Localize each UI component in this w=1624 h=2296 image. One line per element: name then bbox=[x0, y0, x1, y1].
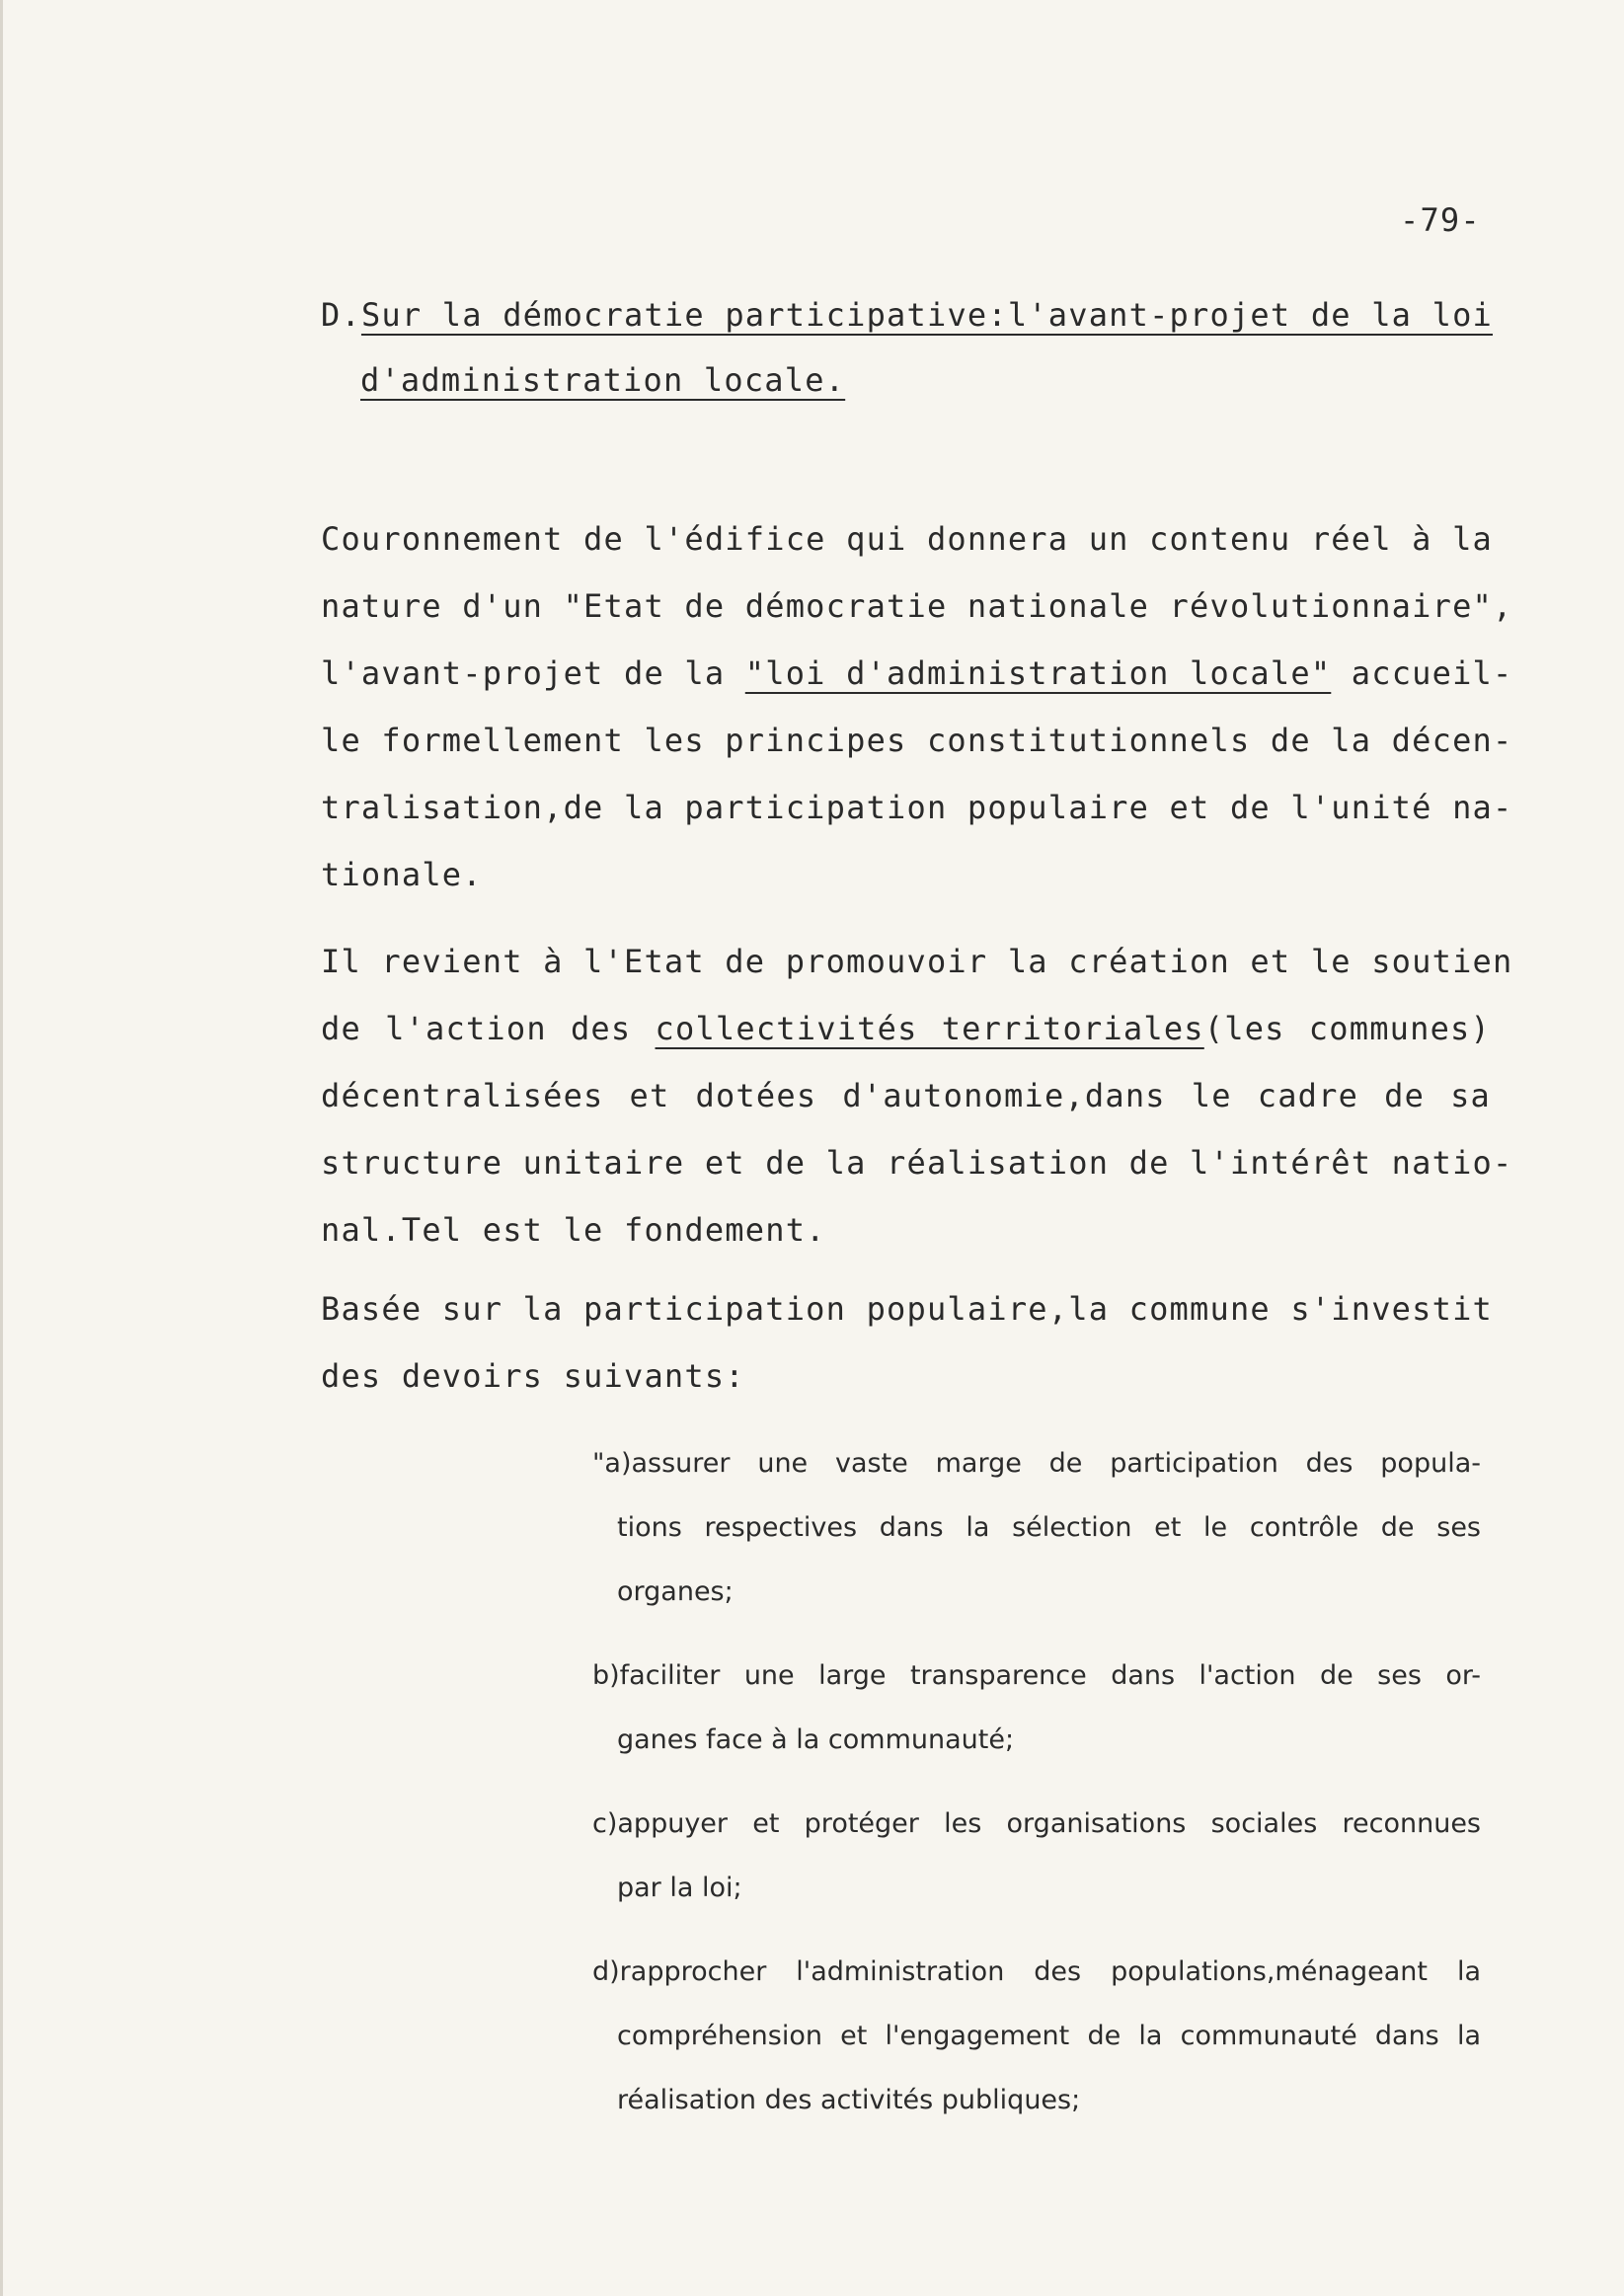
paragraph-line: structure unitaire et de la réalisation de l'intérêt natio- bbox=[321, 1144, 1513, 1182]
underlined-law-title: "loi d'administration locale" bbox=[744, 654, 1332, 692]
paragraph-1 bbox=[321, 505, 1513, 908]
duty-line: d)rapprocher l'administration des populations,ménageant la bbox=[592, 1956, 1481, 1987]
duty-line: ganes face à la communauté; bbox=[617, 1724, 1015, 1755]
text-run: de l'action des bbox=[321, 1010, 656, 1047]
paragraph-2 bbox=[321, 928, 1513, 1263]
duty-line: c)appuyer et protéger les organisations sociales reconnues bbox=[592, 1808, 1481, 1839]
paragraph-line bbox=[321, 995, 1491, 1062]
underlined-term: collectivités territoriales bbox=[655, 1010, 1204, 1047]
paragraph-line: Basée sur la participation populaire,la commune s'investit bbox=[321, 1290, 1494, 1328]
heading-title-line1: Sur la démocratie participative:l'avant-projet de la loi bbox=[360, 296, 1494, 334]
paragraph-line: le formellement les principes constitutionnels de la décen- bbox=[321, 722, 1513, 759]
text-run: accueil- bbox=[1331, 654, 1513, 692]
paragraph-line: des devoirs suivants: bbox=[321, 1357, 745, 1395]
duty-item-a bbox=[592, 1431, 1481, 1624]
duty-line: réalisation des activités publiques; bbox=[617, 2085, 1081, 2115]
section-heading-line2 bbox=[360, 361, 845, 399]
heading-title-line2: d'administration locale. bbox=[360, 361, 846, 399]
duty-line: par la loi; bbox=[617, 1873, 742, 1903]
duty-line: organes; bbox=[617, 1576, 734, 1607]
paragraph-line: nal.Tel est le fondement. bbox=[321, 1211, 826, 1249]
duty-item-b bbox=[592, 1644, 1481, 1772]
duties-list bbox=[592, 1431, 1481, 2152]
text-run: l'avant-projet de la bbox=[321, 654, 745, 692]
duty-item-d bbox=[592, 1940, 1481, 2132]
paragraph-line: nature d'un "Etat de démocratie nationale révolutionnaire", bbox=[321, 587, 1513, 625]
paragraph-line: Il revient à l'Etat de promouvoir la création et le soutien bbox=[321, 943, 1513, 980]
paragraph-line: décentralisées et dotées d'autonomie,dans le cadre de sa bbox=[321, 1077, 1491, 1114]
paragraph-line: tionale. bbox=[321, 856, 483, 893]
paragraph-line: Couronnement de l'édifice qui donnera un contenu réel à la bbox=[321, 520, 1494, 558]
page-number: -79- bbox=[1400, 201, 1481, 239]
heading-prefix: D. bbox=[321, 296, 361, 334]
paragraph-3 bbox=[321, 1275, 1494, 1410]
paragraph-line: tralisation,de la participation populaire et de l'unité na- bbox=[321, 789, 1513, 826]
duty-line: tions respectives dans la sélection et le contrôle de ses bbox=[617, 1512, 1481, 1543]
duty-line: "a)assurer une vaste marge de participation des popula- bbox=[592, 1448, 1481, 1479]
paragraph-line bbox=[321, 640, 1513, 707]
section-heading bbox=[321, 296, 1493, 334]
duty-line: b)faciliter une large transparence dans l'action de ses or- bbox=[592, 1660, 1481, 1691]
duty-line: compréhension et l'engagement de la communauté dans la bbox=[617, 2021, 1481, 2051]
text-run: (les communes) bbox=[1203, 1010, 1491, 1047]
duty-item-c bbox=[592, 1792, 1481, 1920]
